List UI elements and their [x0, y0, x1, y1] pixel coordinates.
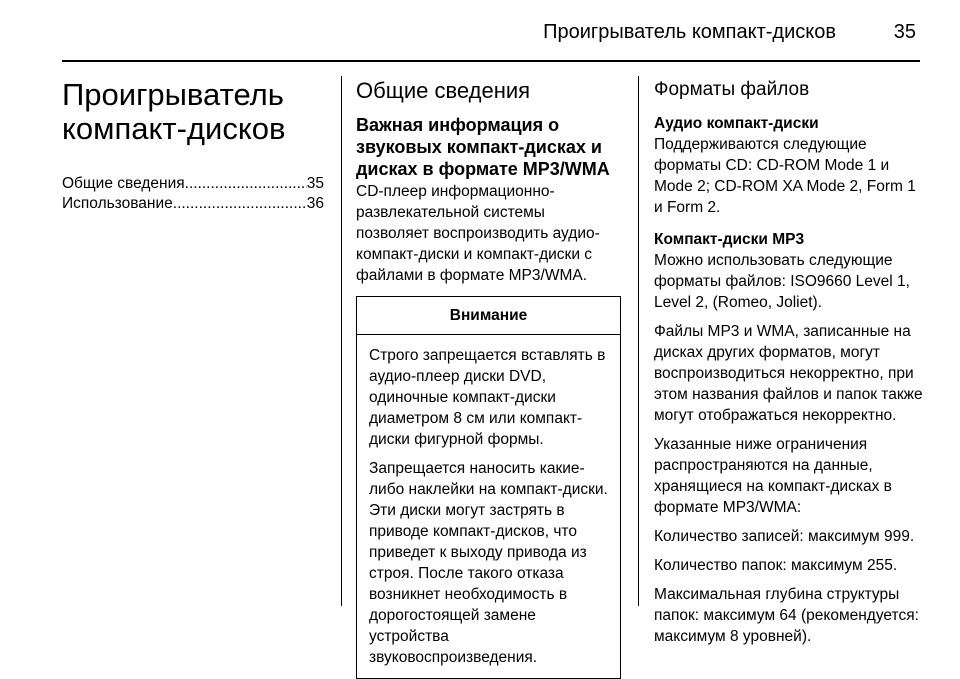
- caution-heading: Внимание: [357, 297, 620, 335]
- subsection-title-important: Важная информация о звуковых компакт-дисках и дисках в формате MP3/WMA: [356, 115, 610, 179]
- caution-paragraph: Строго запрещается вставлять в аудио-плеер диски DVD, одиночные компакт-диски диаметром 8 см или компакт-диски фигурной формы.: [369, 347, 606, 448]
- running-header-title: Проигрыватель компакт-дисков: [543, 21, 836, 43]
- mp3-paragraph: Количество записей: максимум 999.: [654, 528, 915, 545]
- column-divider-right: [638, 76, 639, 606]
- chapter-title-line2: компакт-дисков: [62, 111, 286, 146]
- mp3-paragraph: Файлы MP3 и WMA, записанные на дисках других форматов, могут воспроизводиться некорректно, при этом названия файлов и папок также могут отображаться некорректно.: [654, 323, 923, 424]
- caution-paragraph: Запрещается наносить какие-либо наклейки на компакт-диски. Эти диски могут застрять в приводе компакт-дисков, что приведет к выходу привода из строя. После такого отказа возникнет необходимость в дорогостоящей замене устройства звуковоспроизведения.: [369, 460, 608, 666]
- mp3-cd-heading: Компакт-диски MP3: [654, 231, 805, 248]
- column-divider-left: [341, 76, 342, 606]
- section-title-general: Общие сведения: [356, 78, 531, 103]
- chapter-column: [62, 78, 324, 214]
- mp3-paragraph: Максимальная глубина структуры папок: максимум 64 (рекомендуется: максимум 8 уровней).: [654, 586, 919, 645]
- toc-entry-page: 36: [306, 195, 324, 212]
- toc-entry-general[interactable]: [62, 174, 324, 194]
- toc-leader-dots: [173, 194, 307, 214]
- general-info-column: [356, 78, 621, 679]
- page-number: 35: [893, 21, 916, 43]
- intro-paragraph: CD-плеер информационно-развлекательной системы позволяет воспроизводить аудио-компакт-диски и компакт-диски с файлами в формате MP3/WMA.: [356, 183, 600, 284]
- toc-entry-usage[interactable]: [62, 194, 324, 214]
- toc-entry-label: Общие сведения: [62, 175, 185, 192]
- caution-body: [357, 335, 620, 678]
- chapter-title: [62, 78, 324, 146]
- table-of-contents: [62, 174, 324, 214]
- file-formats-column: [654, 78, 924, 655]
- mp3-paragraph: Указанные ниже ограничения распространяются на данные, хранящиеся на компакт-дисках в формате MP3/WMA:: [654, 436, 892, 516]
- header-divider: [62, 60, 920, 62]
- audio-cd-text: Поддерживаются следующие форматы CD: CD-ROM Mode 1 и Mode 2; CD-ROM XA Mode 2, Form 1 и Form 2.: [654, 136, 916, 216]
- mp3-paragraph: Количество папок: максимум 255.: [654, 557, 898, 574]
- toc-leader-dots: [185, 174, 307, 194]
- chapter-title-line1: Проигрыватель: [62, 77, 284, 112]
- mp3-paragraph: Можно использовать следующие форматы файлов: ISO9660 Level 1, Level 2, (Romeo, Joliet).: [654, 252, 910, 311]
- toc-entry-label: Использование: [62, 195, 173, 212]
- audio-cd-heading: Аудио компакт-диски: [654, 115, 819, 132]
- caution-box: [356, 296, 621, 679]
- toc-entry-page: 35: [306, 175, 324, 192]
- section-title-formats: Форматы файлов: [654, 79, 810, 100]
